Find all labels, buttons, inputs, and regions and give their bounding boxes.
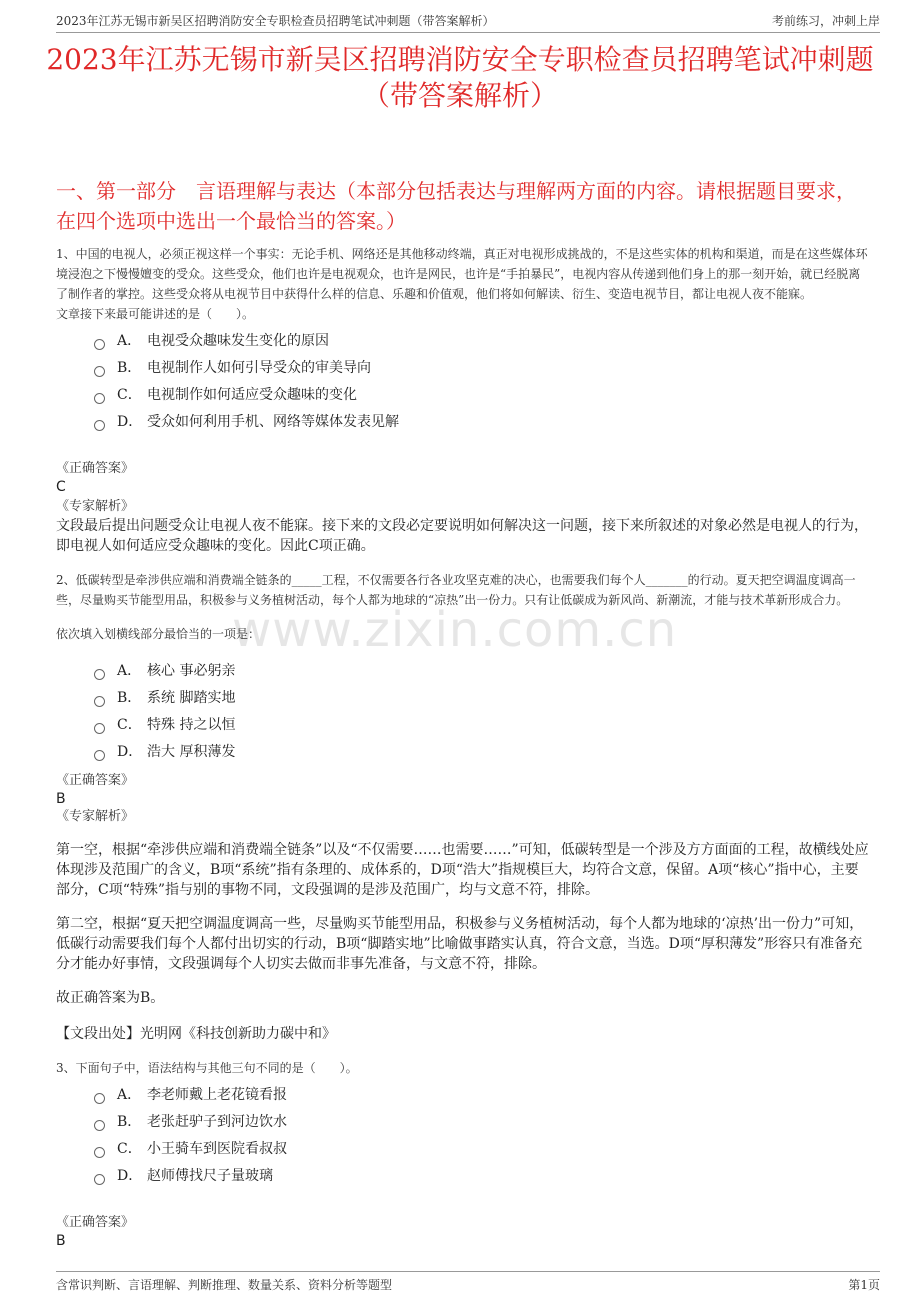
document-title: 2023年江苏无锡市新吴区招聘消防安全专职检查员招聘笔试冲刺题（带答案解析）	[46, 43, 874, 112]
option-list	[94, 1082, 870, 1190]
section-heading: 一、第一部分 言语理解与表达（本部分包括表达与理解两方面的内容。请根据题目要求，在四个选项中选出一个最恰当的答案。）	[56, 179, 856, 233]
radio-icon[interactable]	[94, 1093, 105, 1104]
option-d[interactable]: D． 赵师傅找尺子量玻璃	[94, 1163, 870, 1190]
option-c[interactable]: C． 小王骑车到医院看叔叔	[94, 1136, 870, 1163]
radio-icon[interactable]	[94, 393, 105, 404]
expert-analysis-label: 《专家解析》	[56, 809, 135, 824]
option-b[interactable]: B． 系统 脚踏实地	[94, 685, 870, 712]
option-c[interactable]: C． 特殊 持之以恒	[94, 712, 870, 739]
correct-answer-label: 《正确答案》	[56, 773, 135, 788]
option-b[interactable]: B． 老张赶驴子到河边饮水	[94, 1109, 870, 1136]
option-a[interactable]: A． 李老师戴上老花镜看报	[94, 1082, 870, 1109]
question-list	[56, 244, 870, 1250]
expert-analysis-paragraph-1: 第一空，根据“牵涉供应端和消费端全链条”以及“不仅需要……也需要……”可知，低碳转型是一个涉及方方面面的工程，故横线处应体现涉及范围广的含义，B项“系统”指有条理的、成体系的，D项“浩大”指规模巨大，均符合文意，保留。A项“核心”指中心，主要部分，C项“特殊”指与别的事物不同，文段强调的是涉及范围广，均与文意不符，排除。	[56, 842, 869, 898]
question-2	[56, 570, 870, 1044]
radio-icon[interactable]	[94, 669, 105, 680]
radio-icon[interactable]	[94, 696, 105, 707]
radio-icon[interactable]	[94, 723, 105, 734]
option-list	[94, 658, 870, 766]
page-header	[56, 8, 880, 33]
radio-icon[interactable]	[94, 1120, 105, 1131]
correct-answer: B	[56, 1233, 66, 1249]
footer-note: 含常识判断、言语理解、判断推理、数量关系、资料分析等题型	[56, 1278, 393, 1292]
expert-analysis-paragraph-2: 第二空，根据“夏天把空调温度调高一些，尽量购买节能型用品，积极参与义务植树活动，每个人都为地球的‘凉热’出一份力”可知，低碳行动需要我们每个人都付出切实的行动，B项“脚踏实地”比喻做事踏实认真，符合文意，当选。D项“厚积薄发”形容只有准备充分才能办好事情，文段强调每个人切实去做而非事先准备，与文意不符，排除。	[56, 916, 864, 972]
question-prompt: 依次填入划横线部分最恰当的一项是：	[56, 627, 261, 641]
passage-source: 【文段出处】光明网《科技创新助力碳中和》	[56, 1026, 336, 1042]
correct-answer-label: 《正确答案》	[56, 461, 135, 476]
question-3	[56, 1058, 870, 1250]
page-number: 第1页	[848, 1278, 880, 1292]
radio-icon[interactable]	[94, 339, 105, 350]
question-1	[56, 244, 870, 556]
radio-icon[interactable]	[94, 1147, 105, 1158]
option-list	[94, 328, 870, 436]
question-stem: 1、中国的电视人，必须正视这样一个事实：无论手机、网络还是其他移动终端，真正对电视形成挑战的，不是这些实体的机构和渠道，而是在这些媒体环境浸泡之下慢慢嬗变的受众。这些受众，他们也许是电视观众，也许是网民，也许是“手拍暴民”，电视内容从传递到他们身上的那一刻开始，就已经脱离了制作者的掌控。这些受众将从电视节目中获得什么样的信息、乐趣和价值观，他们将如何解读、衍生、变造电视节目，都让电视人夜不能寐。	[56, 247, 868, 301]
option-a[interactable]: A． 电视受众趣味发生变化的原因	[94, 328, 870, 355]
correct-answer: B	[56, 791, 66, 807]
question-stem: 3、下面句子中，语法结构与其他三句不同的是（ ）。	[56, 1061, 358, 1075]
radio-icon[interactable]	[94, 366, 105, 377]
radio-icon[interactable]	[94, 1174, 105, 1185]
radio-icon[interactable]	[94, 420, 105, 431]
header-doc-title: 2023年江苏无锡市新吴区招聘消防安全专职检查员招聘笔试冲刺题（带答案解析）	[56, 14, 495, 28]
expert-analysis-label: 《专家解析》	[56, 499, 135, 514]
question-prompt: 文章接下来最可能讲述的是（ ）。	[56, 307, 255, 321]
question-stem: 2、低碳转型是牵涉供应端和消费端全链条的_____工程，不仅需要各行各业攻坚克难的决心，也需要我们每个人_______的行动。夏天把空调温度调高一些，尽量购买节能型用品，积极参与义务植树活动，每个人都为地球的“凉热”出一份力。只有让低碳成为新风尚、新潮流，才能与技术革新形成合力。	[56, 573, 856, 607]
radio-icon[interactable]	[94, 750, 105, 761]
expert-analysis: 文段最后提出问题受众让电视人夜不能寐。接下来的文段必定要说明如何解决这一问题，接下来所叙述的对象必然是电视人的行为，即电视人如何适应受众趣味的变化。因此C项正确。	[56, 518, 868, 554]
correct-answer: C	[56, 479, 66, 495]
option-c[interactable]: C． 电视制作如何适应受众趣味的变化	[94, 382, 870, 409]
correct-answer-label: 《正确答案》	[56, 1215, 135, 1230]
option-d[interactable]: D． 浩大 厚积薄发	[94, 739, 870, 766]
page-footer	[56, 1271, 880, 1294]
answer-conclusion: 故正确答案为B。	[56, 990, 165, 1006]
watermark: www.zixin.com.cn	[232, 602, 678, 658]
header-slogan: 考前练习，冲刺上岸	[771, 14, 880, 28]
option-a[interactable]: A． 核心 事必躬亲	[94, 658, 870, 685]
option-d[interactable]: D． 受众如何利用手机、网络等媒体发表见解	[94, 409, 870, 436]
option-b[interactable]: B． 电视制作人如何引导受众的审美导向	[94, 355, 870, 382]
